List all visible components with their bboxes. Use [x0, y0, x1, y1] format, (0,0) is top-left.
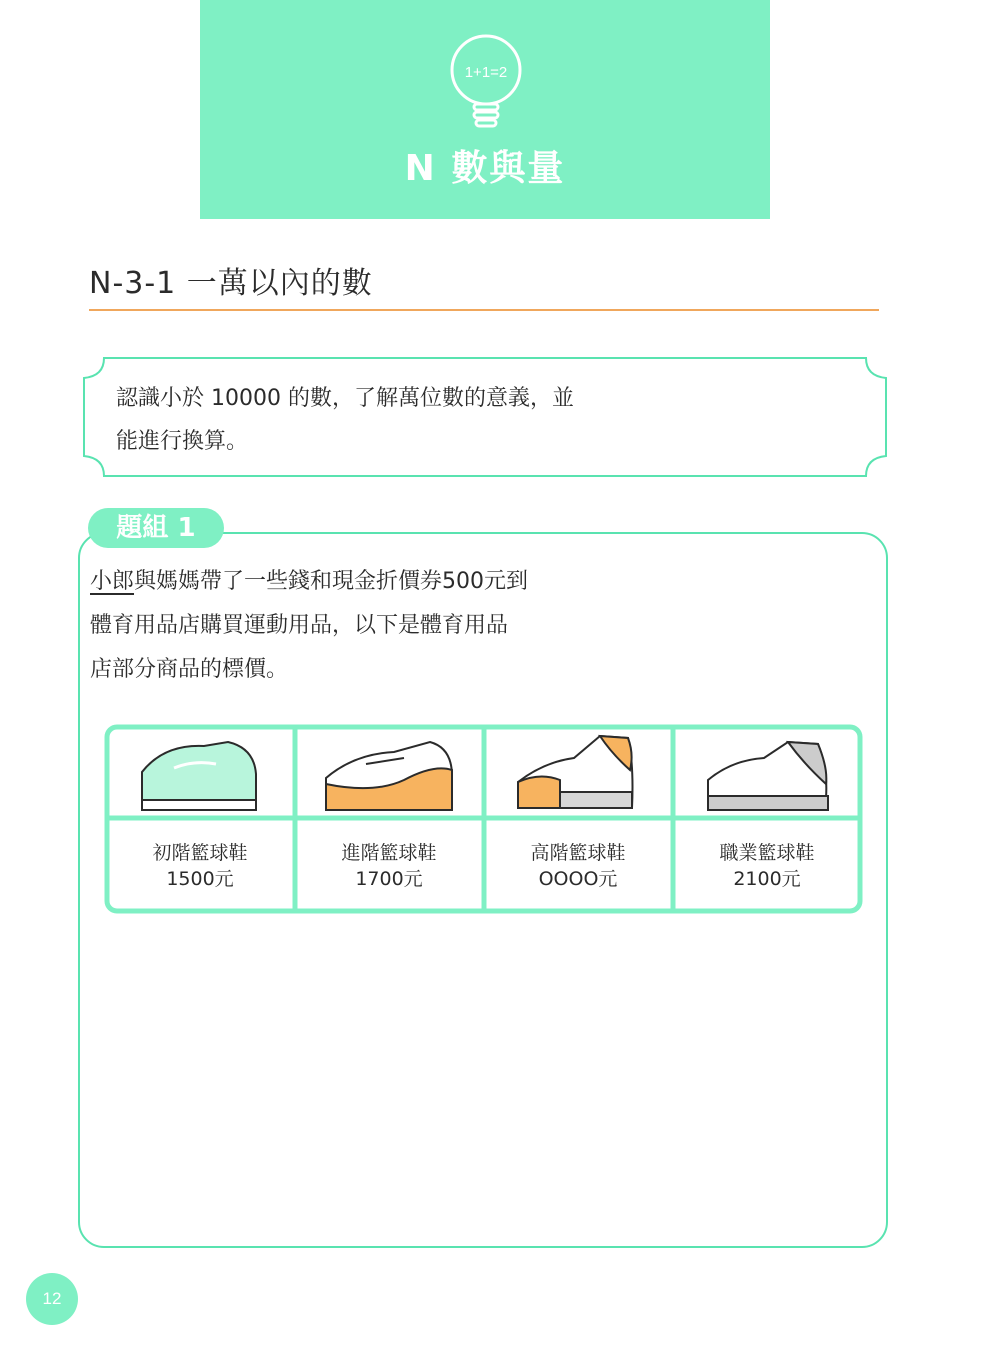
- lightbulb-icon: [428, 24, 544, 134]
- goal-line-1: 認識小於 10000 的數，了解萬位數的意義，並: [116, 386, 574, 411]
- shoe-price: 1500元: [166, 868, 234, 890]
- problem-line-2: 體育用品店購買運動用品，以下是體育用品: [90, 613, 509, 638]
- bulb-equation: 1+1=2: [464, 64, 508, 81]
- shoe-name: 職業籃球鞋: [719, 842, 815, 864]
- question-group-tab: 題組 1: [88, 508, 224, 548]
- goal-line-2: 能進行換算。: [116, 429, 249, 454]
- shoe-price: 2100元: [733, 868, 801, 890]
- problem-statement: [90, 560, 890, 692]
- section-title: N-3-1 一萬以內的數: [89, 266, 373, 301]
- learning-goal-text: [116, 377, 866, 463]
- chapter-title: N 數與量: [404, 148, 566, 189]
- shoe-name: 初階籃球鞋: [152, 842, 248, 864]
- problem-line-3: 店部分商品的標價。: [90, 657, 289, 682]
- page-number: 12: [26, 1273, 78, 1325]
- problem-line-1-rest: 與媽媽帶了一些錢和現金折價券500元到: [134, 569, 529, 594]
- shoe-name: 高階籃球鞋: [530, 842, 626, 864]
- shoe-cell-intermediate: [297, 840, 481, 892]
- problem-line-1: [90, 560, 890, 604]
- shoe-price: 1700元: [355, 868, 423, 890]
- shoe-name: 進階籃球鞋: [341, 842, 437, 864]
- shoe-cell-professional: [675, 840, 859, 892]
- shoe-cell-advanced: [486, 840, 670, 892]
- shoe-price-table: [104, 724, 863, 914]
- character-name: 小郎: [90, 569, 135, 594]
- shoe-cell-beginner: [108, 840, 292, 892]
- shoe-price: OOOO元: [538, 868, 618, 890]
- chapter-header-band: [200, 0, 770, 219]
- section-divider: [89, 309, 879, 311]
